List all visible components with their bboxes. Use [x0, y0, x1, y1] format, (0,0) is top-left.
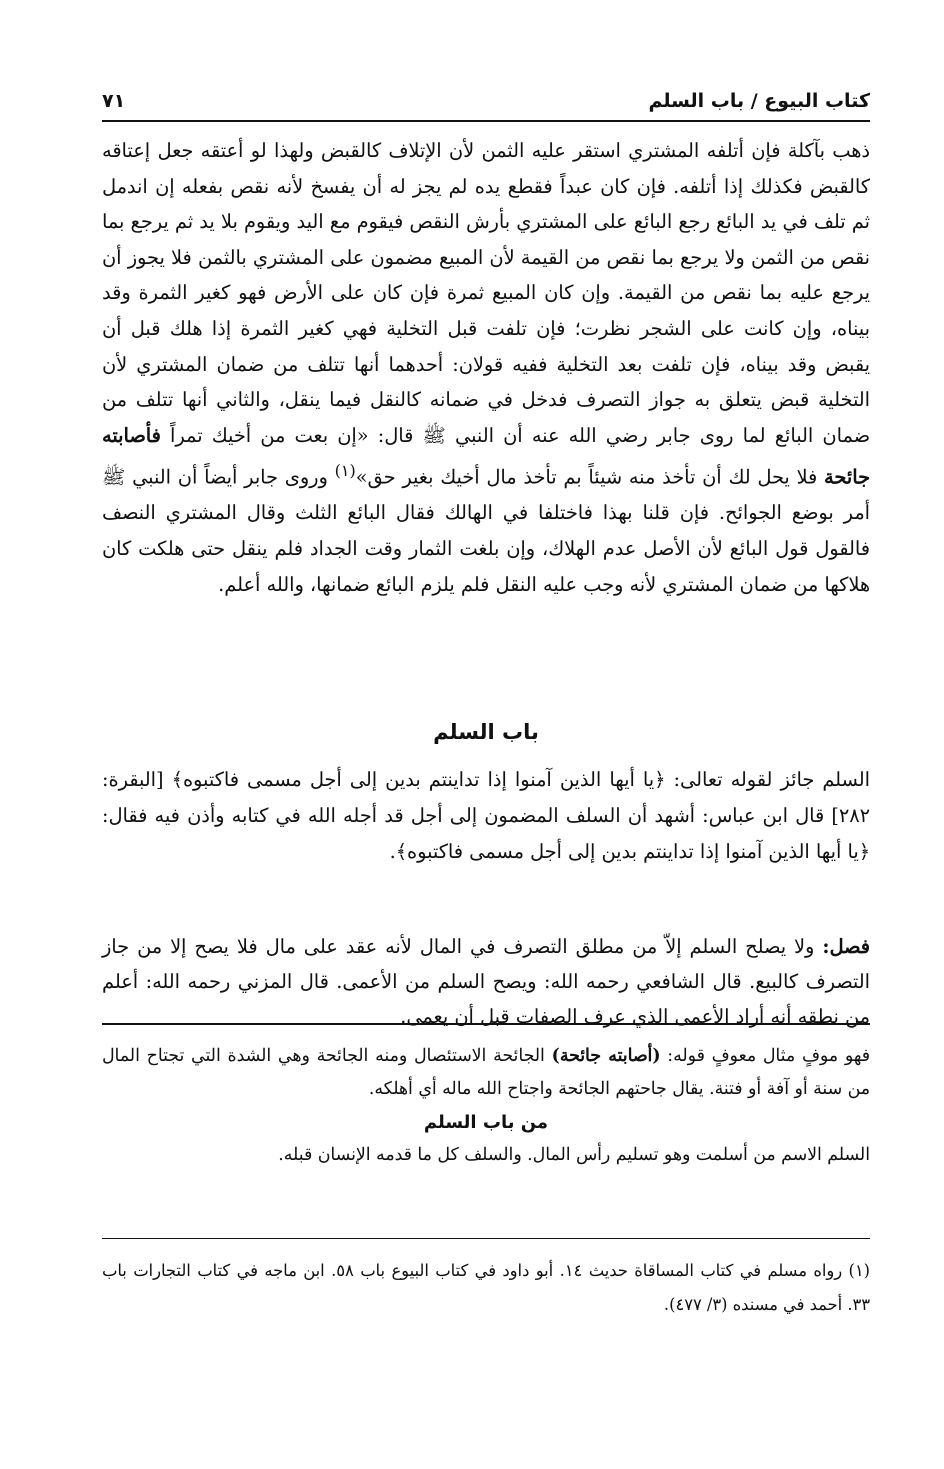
note-2: السلم الاسم من أسلمت وهو تسليم رأس المال. والسلف كل ما قدمه الإنسان قبله. — [278, 1145, 870, 1165]
fasl-paragraph-block — [102, 910, 870, 1054]
page-number: ٧١ — [102, 90, 126, 112]
notes-heading: من باب السلم — [423, 1112, 549, 1133]
paragraph-1-text-a: ذهب بآكلة فإن أتلفه المشتري استقر عليه الثمن لأن الإتلاف كالقبض ولهذا لو أعتقه جعل إعتاقه كالقبض فكذلك إذا أتلفه. فإن كان عبداً فقطع يده لم يجز له أن يفسخ لأنه نقص بفعله إن اندمل ثم تلف في يد البائع رجع البائع على المشتري بأرش النقص فيقوم مع اليد ويقوم بلا يد ثم يرجع بما نقص من الثمن ولا يرجع بما نقص من القيمة لأن المبيع مضمون على المشتري بالثمن فلا يجوز أن يرجع عليه بما نقص من القيمة. وإن كان المبيع ثمرة فإن كان على الأرض فهو كغير الثمرة وقد بيناه، وإن كانت على الشجر نظرت؛ فإن تلفت قبل التخلية فهي كغير الثمرة إذا هلك قبل أن يقبض وقد بيناه، فإن تلفت بعد التخلية ففيه قولان: أحدهما أنها تتلف من ضمان المشتري لأن التخلية قبض يتعلق به جواز التصرف فدخل في ضمانه كالنقل فيما ينقل، والثاني أنها تتلف من ضمان البائع لما روى جابر رضي الله عنه أن النبي ﷺ قال: «إن بعت من أخيك تمراً — [102, 139, 870, 447]
running-header — [102, 80, 870, 122]
fasl-text: ولا يصلح السلم إلاّ من مطلق التصرف في المال لأنه عقد على مال فلا يصح إلا من جاز التصرف كالبيع. قال الشافعي رحمه الله: ويصح السلم من الأعمى. قال المزني رحمه الله: أعلم من نطقه أنه أراد الأعمى الذي عرف الصفات قبل أن يعمى. — [102, 935, 870, 1029]
note-1 — [102, 1040, 870, 1106]
notes-block — [102, 1040, 870, 1172]
fasl-label: فصل: — [822, 935, 870, 959]
chapter-title: كتاب البيوع / باب السلم — [648, 90, 870, 112]
footnote-block — [102, 1254, 870, 1322]
main-text-block — [102, 133, 870, 602]
notes-divider — [102, 1023, 870, 1025]
footnote-marker: (١) — [334, 461, 356, 481]
salam-paragraph: السلم جائز لقوله تعالى: ﴿يا أيها الذين آمنوا إذا تداينتم بدين إلى أجل مسمى فاكتبوه﴾ [البقرة: ٢٨٢] قال ابن عباس: أشهد أن السلف المضمون إلى أجل قد أجله الله في كتابه وأذن فيه فقال: ﴿يا أيها الذين آمنوا إذا تداينتم بدين إلى أجل مسمى فاكتبوه﴾. — [102, 768, 870, 863]
footnote-divider — [102, 1238, 870, 1239]
paragraph-1 — [102, 133, 870, 602]
note-1-text-b: الجائحة الاستئصال ومنه الجائحة وهي الشدة التي تجتاح المال من سنة أو آفة أو فتنة. يقال جاحتهم الجائحة واجتاح الله ماله أي أهلكه. — [102, 1046, 870, 1099]
section-heading: باب السلم — [433, 720, 539, 744]
footnote-1: (١) رواه مسلم في كتاب المساقاة حديث ١٤. أبو داود في كتاب البيوع باب ٥٨. ابن ماجه في كتاب التجارات باب ٣٣. أحمد في مسنده (٣/ ٤٧٧). — [102, 1261, 870, 1314]
salam-paragraph-block — [102, 762, 870, 870]
note-1-text-a: فهو موفٍ مثال معوفٍ قوله: — [660, 1046, 870, 1066]
paragraph-1-bold-term: فأصابته جائحة — [102, 423, 870, 489]
paragraph-1-text-c: وروى جابر أيضاً أن النبي ﷺ أمر بوضع الجوائح. فإن قلنا بهذا فاختلفا في الهالك فقال البائع الثلث وقال المشتري النصف فالقول قول البائع لأن الأصل عدم الهلاك، وإن بلغت الثمار وقت الجداد فلم ينقل حتى هلكت كان هلاكها من ضمان المشتري لأنه وجب عليه النقل فلم يلزم البائع ضمانها، والله أعلم. — [102, 465, 870, 596]
note-1-bold-term: (أصابته جائحة) — [551, 1046, 661, 1066]
paragraph-1-text-b: فلا يحل لك أن تأخذ منه شيئاً بم تأخذ مال أخيك بغير حق» — [355, 465, 825, 489]
fasl-paragraph — [102, 929, 870, 1034]
